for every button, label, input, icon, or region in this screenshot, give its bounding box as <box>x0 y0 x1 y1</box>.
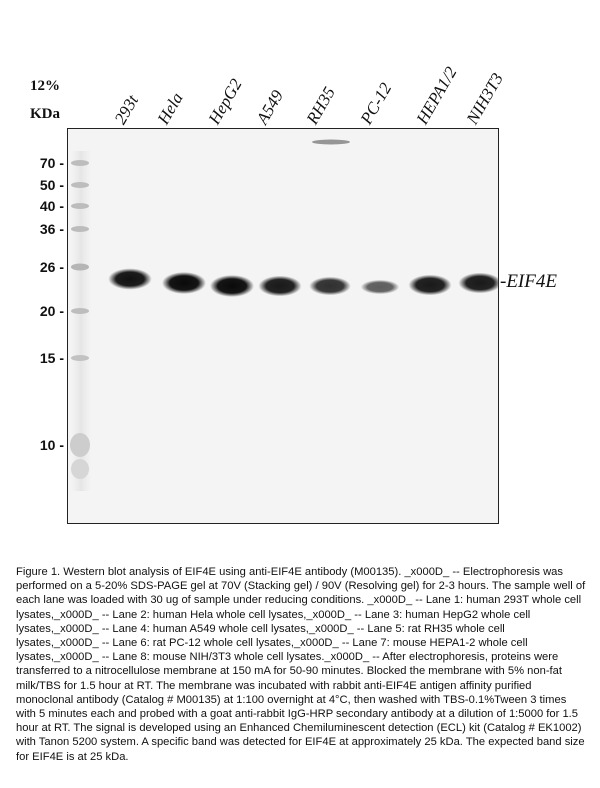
lane-label-8: NIH3T3 <box>462 69 508 128</box>
marker-label-20: 20 - <box>39 303 64 319</box>
lane-label-1: 293t <box>110 91 143 128</box>
figure-caption: Figure 1. Western blot analysis of EIF4E using anti-EIF4E antibody (M00135). _x000D_ -- Electrophoresis was performed on a 5-20% SDS-PAGE gel at 70V (Stacking gel) / 90V (Resolving gel) for 2-3 hours. The sample well of each lane was loaded with 30 ug of sample under reducing conditions. _x000D_ -- Lane 1: human 293T whole cell lysates,_x000D_ -- Lane 2: human Hela whole cell lysates,_x000D_ -- Lane 3: human HepG2 whole cell lysates,_x000D_ -- Lane 4: human A549 whole cell lysates,_x000D_ -- Lane 5: rat RH35 whole cell lysates,_x000D_ -- Lane 6: rat PC-12 whole cell lysates,_x000D_ -- Lane 7: mouse HEPA1-2 whole cell lysates,_x000D_ -- Lane 8: mouse NIH/3T3 whole cell lysates._x000D_ -- After electrophoresis, proteins were transferred to a nitrocellulose membrane at 150 mA for 50-90 minutes. Blocked the membrane with 5% non-fat milk/TBS for 1.5 hour at RT. The membrane was incubated with rabbit anti-EIF4E antigen affinity purified monoclonal antibody (Catalog # M00135) at 1:100 overnight at 4°C, then washed with TBS-0.1%Tween 3 times with 5 minutes each and probed with a goat anti-rabbit IgG-HRP secondary antibody at a dilution of 1:5000 for 1.5 hour at RT. The signal is developed using an Enhanced Chemiluminescent detection (ECL) kit (Catalog # EK1002) with Tanon 5200 system. A specific band was detected for EIF4E at approximately 25 kDa. The expected band size for EIF4E is at 25 kDa. <box>16 566 586 763</box>
lane-label-7: HEPA1/2 <box>412 63 461 128</box>
molecular-weight-unit-label: KDa <box>30 106 60 122</box>
lane-label-3: HepG2 <box>204 75 246 128</box>
lane-label-4: A549 <box>252 86 288 128</box>
marker-label-40: 40 - <box>39 198 64 214</box>
band-lane-5 <box>309 277 351 296</box>
marker-label-50: 50 - <box>39 177 64 193</box>
lane-label-5: RH35 <box>302 83 339 128</box>
artifact-band-rh35 <box>312 140 350 145</box>
band-lane-3 <box>210 275 254 297</box>
band-lane-2 <box>162 272 206 294</box>
band-lane-1 <box>108 268 152 289</box>
band-lane-8 <box>459 273 499 294</box>
band-lane-7 <box>409 275 452 296</box>
blot-svg <box>68 129 498 523</box>
marker-ladder <box>70 151 92 491</box>
marker-label-15: 15 - <box>39 350 64 366</box>
gel-percent-label: 12% <box>30 78 60 94</box>
marker-label-26: 26 - <box>39 259 64 275</box>
lane-label-2: Hela <box>153 89 187 128</box>
marker-label-36: 36 - <box>39 221 64 237</box>
band-lane-6 <box>361 280 400 294</box>
band-lane-4 <box>259 276 302 297</box>
marker-label-10: 10 - <box>39 437 64 453</box>
lane-label-6: PC-12 <box>356 79 396 128</box>
target-protein-label: -EIF4E <box>500 271 557 292</box>
marker-label-70: 70 - <box>39 155 64 171</box>
protein-bands <box>108 268 498 297</box>
blot-membrane-image <box>67 128 499 524</box>
